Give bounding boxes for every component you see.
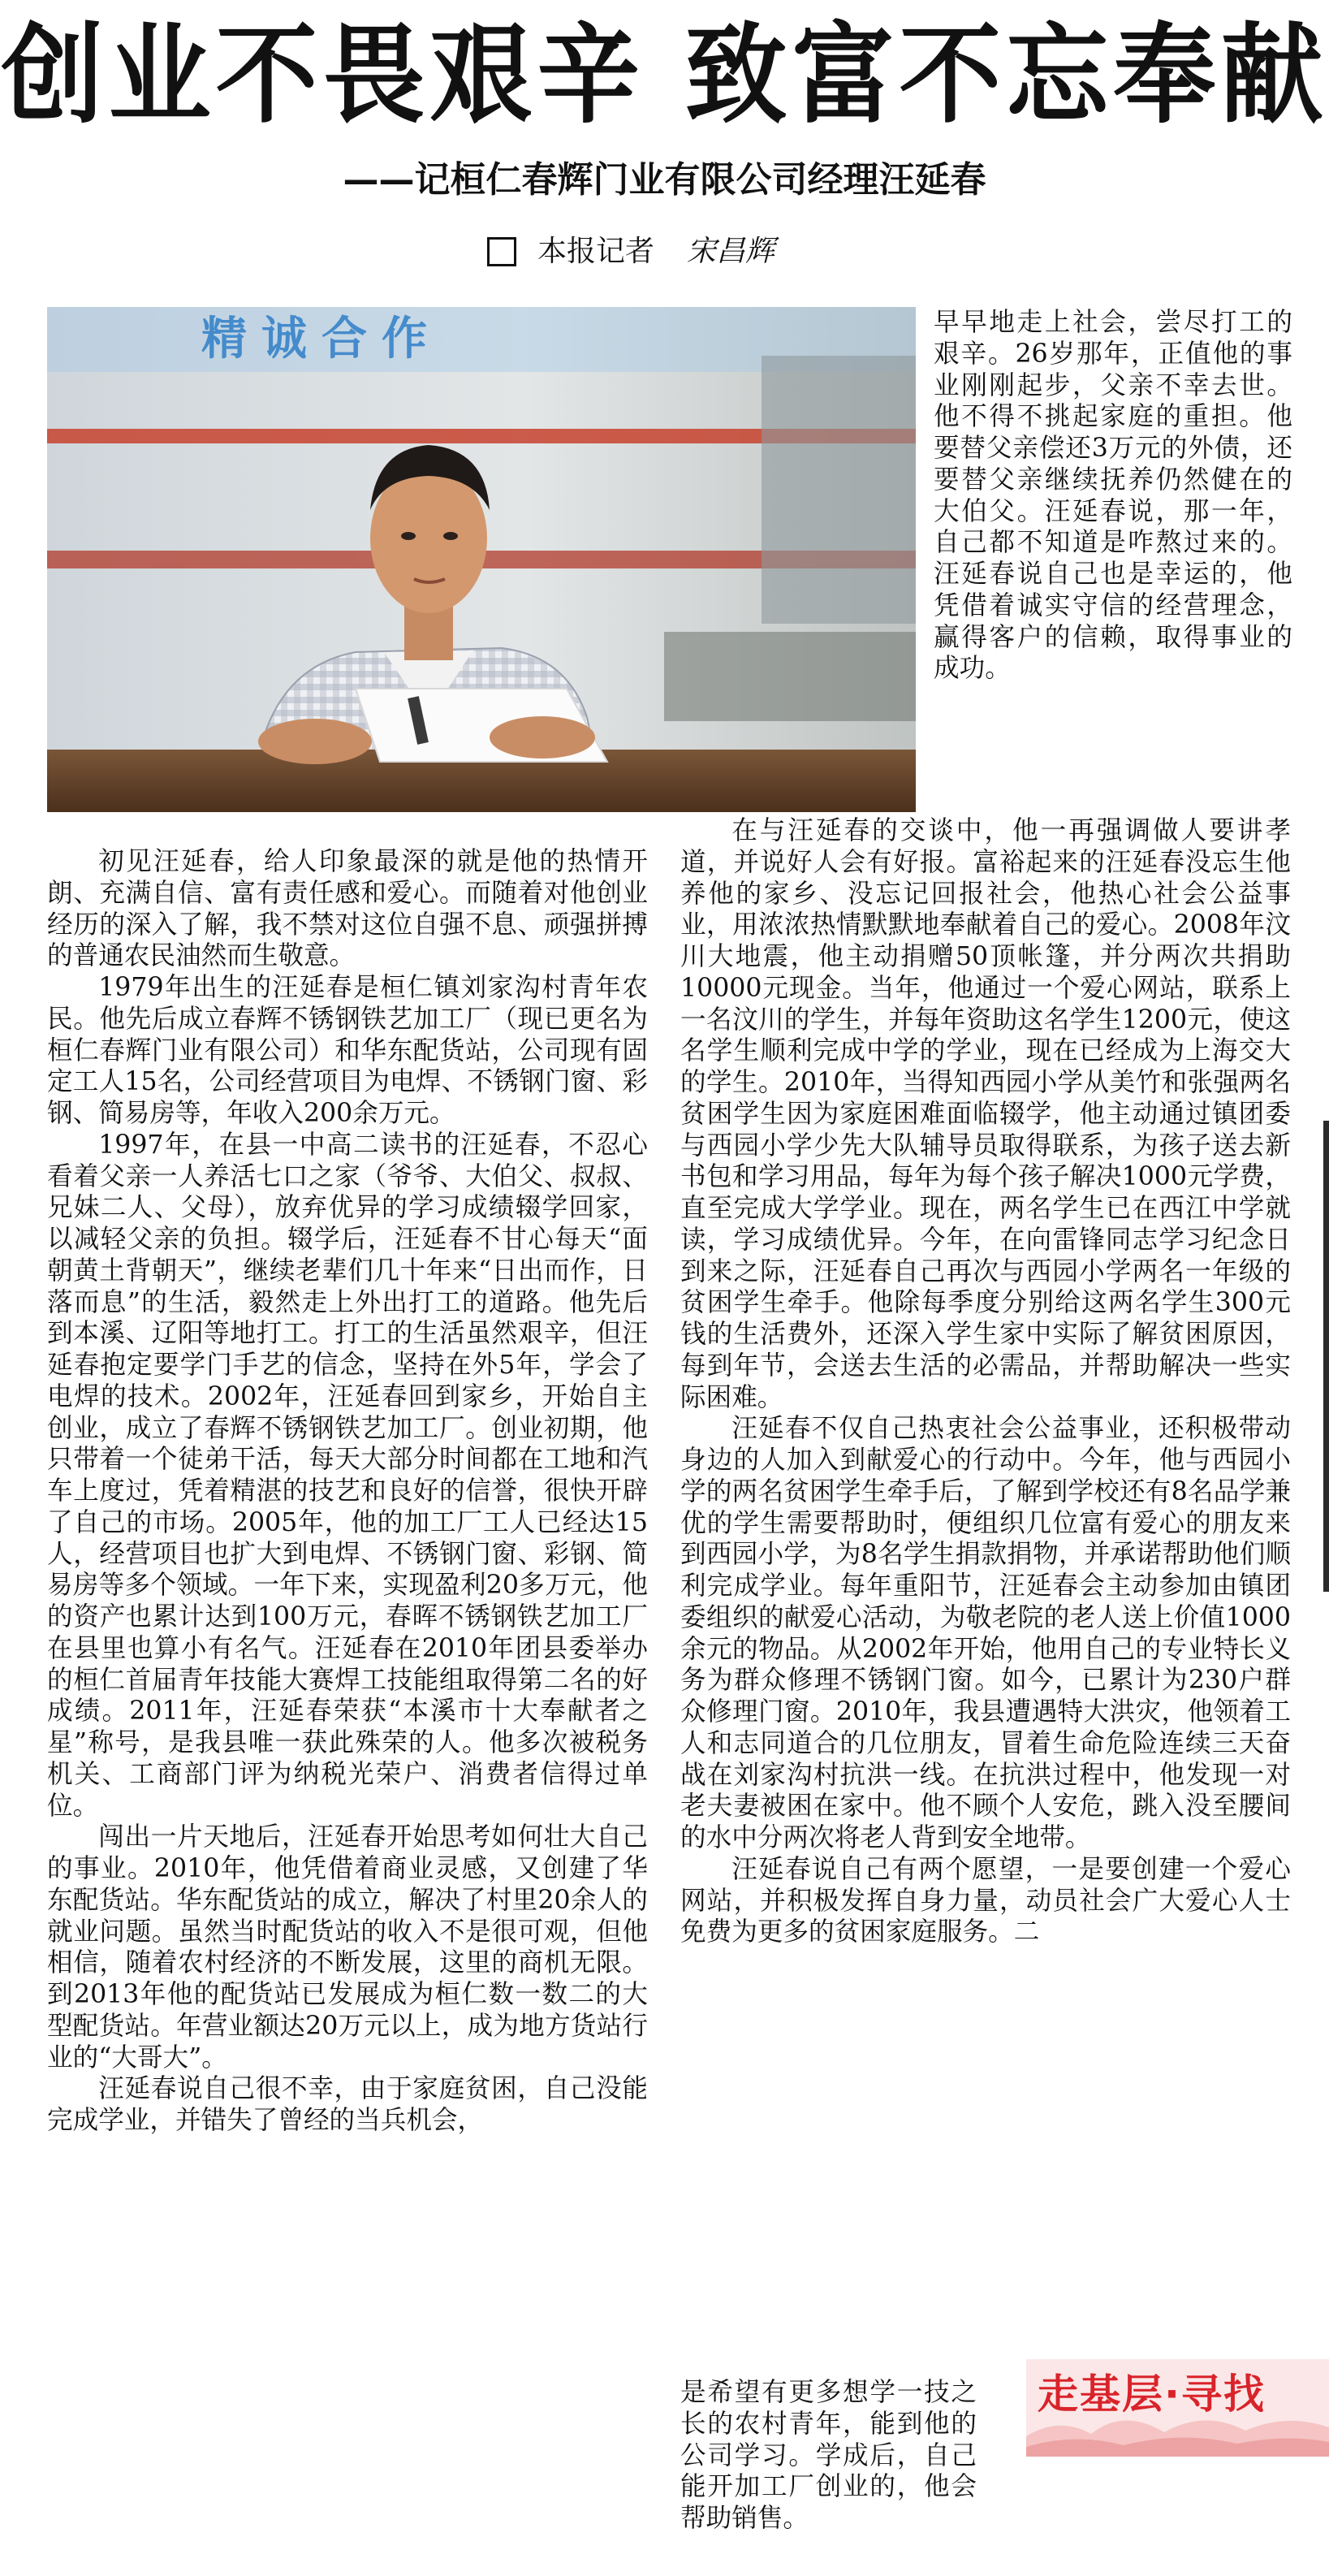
paragraph: 1997年，在县一中高二读书的汪延春，不忍心看着父亲一人养活七口之家（爷爷、大伯父、叔叔、兄妹二人、父母），放弃优异的学习成绩辍学回家，以减轻父亲的负担。辍学后，汪延春不甘心每天“面朝黄土背朝天”，继续老辈们几十年来“日出而作，日落而息”的生活，毅然走上外出打工的道路。他先后到本溪、辽阳等地打工。打工的生活虽然艰辛，但汪延春抱定要学门手艺的信念，坚持在外5年，学会了电焊的技术。2002年，汪延春回到家乡，开始自主创业，成立了春辉不锈钢铁艺加工厂。创业初期，他只带着一个徒弟干活，每天大部分时间都在工地和汽车上度过，凭着精湛的技艺和良好的信誉，很快开辟了自己的市场。2005年，他的加工厂工人已经达15人，经营项目也扩大到电焊、不锈钢门窗、彩钢、简易房等多个领域。一年下来，实现盈利20多万元，他的资产也累计达到100万元，春晖不锈钢铁艺加工厂在县里也算小有名气。汪延春在2010年团县委举办的桓仁首届青年技能大赛焊工技能组取得第二名的好成绩。2011年，汪延春荣获“本溪市十大奉献者之星”称号，是我县唯一获此殊荣的人。他多次被税务机关、工商部门评为纳税光荣户、消费者信得过单位。 <box>47 1130 648 1821</box>
article-photo <box>47 307 916 812</box>
edge-strip <box>1323 1121 1329 1592</box>
paragraph: 在与汪延春的交谈中，他一再强调做人要讲孝道，并说好人会有好报。富裕起来的汪延春没忘生他养他的家乡、没忘记回报社会，他热心社会公益事业，用浓浓热情默默地奉献着自己的爱心。2008年汶川大地震，他主动捐赠50顶帐篷，并分两次共捐助10000元现金。当年，他通过一个爱心网站，联系上一名汶川的学生，并每年资助这名学生1200元，使这名学生顺利完成中学的学业，现在已经成为上海交大的学生。2010年，当得知西园小学从美竹和张强两名贫困学生因为家庭困难面临辍学，他主动通过镇团委与西园小学少先大队辅导员取得联系，为孩子送去新书包和学习用品，每年为每个孩子解决1000元学费，直至完成大学学业。现在，两名学生已在西江中学就读，学习成绩优异。今年，在向雷锋同志学习纪念日到来之际，汪延春自己再次与西园小学两名一年级的贫困学生牵手。他除每季度分别给这两名学生300元钱的生活费外，还深入学生家中实际了解贫困原因，每到年节，会送去生活的必需品，并帮助解决一些实际困难。 <box>680 816 1291 1412</box>
paragraph: 早早地走上社会，尝尽打工的艰辛。26岁那年，正值他的事业刚刚起步，父亲不幸去世。他不得不挑起家庭的重担。他要替父亲偿还3万元的外债，还要替父亲继续抚养仍然健在的大伯父。汪延春说，那一年，自己都不知道是咋熬过来的。汪延春说自己也是幸运的，他凭借着诚实守信的经营理念，赢得客户的信赖，取得事业的成功。 <box>934 308 1292 684</box>
byline-role: 本报记者 <box>537 235 655 268</box>
byline-name: 宋昌辉 <box>687 235 775 268</box>
paragraph: 1979年出生的汪延春是桓仁镇刘家沟村青年农民。他先后成立春辉不锈钢铁艺加工厂（现已更名为桓仁春辉门业有限公司）和华东配货站，公司现有固定工人15名，公司经营项目为电焊、不锈钢门窗、彩钢、简易房等，年收入200余万元。 <box>47 973 648 1128</box>
column-middle-tail <box>680 2377 977 2535</box>
byline <box>487 229 775 274</box>
square-icon <box>487 237 516 266</box>
paragraph: 闯出一片天地后，汪延春开始思考如何壮大自己的事业。2010年，他凭借着商业灵感，又创建了华东配货站。华东配货站的成立，解决了村里20余人的就业问题。虽然当时配货站的收入不是很可观，但他相信，随着农村经济的不断发展，这里的商机无限。到2013年他的配货站已发展成为桓仁数一数二的大型配货站。年营业额达20万元以上，成为地方货站行业的“大哥大”。 <box>47 1822 648 2072</box>
column-left <box>47 846 648 2137</box>
photo-illustration <box>47 307 916 812</box>
section-banner <box>1026 2359 1329 2457</box>
column-right-top <box>934 307 1292 685</box>
column-middle <box>680 815 1291 1948</box>
paragraph: 汪延春说自己有两个愿望，一是要创建一个爱心网站，并积极发挥自身力量，动员社会广大爱心人士免费为更多的贫困家庭服务。二 <box>680 1854 1291 1947</box>
paragraph: 初见汪延春，给人印象最深的就是他的热情开朗、充满自信、富有责任感和爱心。而随着对他创业经历的深入了解，我不禁对这位自强不息、顽强拼搏的普通农民油然而生敬意。 <box>47 847 648 971</box>
paragraph: 汪延春不仅自己热衷社会公益事业，还积极带动身边的人加入到献爱心的行动中。今年，他与西园小学的两名贫困学生牵手后，了解到学校还有8名品学兼优的学生需要帮助时，便组织几位富有爱心的朋友来到西园小学，为8名学生捐款捐物，并承诺帮助他们顺利完成学业。每年重阳节，汪延春会主动参加由镇团委组织的献爱心活动，为敬老院的老人送上价值1000余元的物品。从2002年开始，他用自己的专业特长义务为群众修理不锈钢门窗。如今，已累计为230户群众修理门窗。2010年，我县遭遇特大洪灾，他领着工人和志同道合的几位朋友，冒着生命危险连续三天奋战在刘家沟村抗洪一线。在抗洪过程中，他发现一对老夫妻被困在家中。他不顾个人安危，跳入没至腰间的水中分两次将老人背到安全地带。 <box>680 1414 1291 1852</box>
paragraph: 汪延春说自己很不幸，由于家庭贫困，自己没能完成学业，并错失了曾经的当兵机会， <box>47 2074 648 2135</box>
wall-slogan: 精诚合作 <box>201 313 442 365</box>
headline: 创业不畏艰辛 致富不忘奉献 <box>1 11 1328 139</box>
paragraph: 是希望有更多想学一技之长的农村青年，能到他的公司学习。学成后，自己能开加工厂创业的，他会帮助销售。 <box>680 2378 977 2533</box>
subtitle: ——记桓仁春辉门业有限公司经理汪延春 <box>343 159 986 201</box>
banner-title: 走基层·寻找 <box>1038 2371 1266 2418</box>
